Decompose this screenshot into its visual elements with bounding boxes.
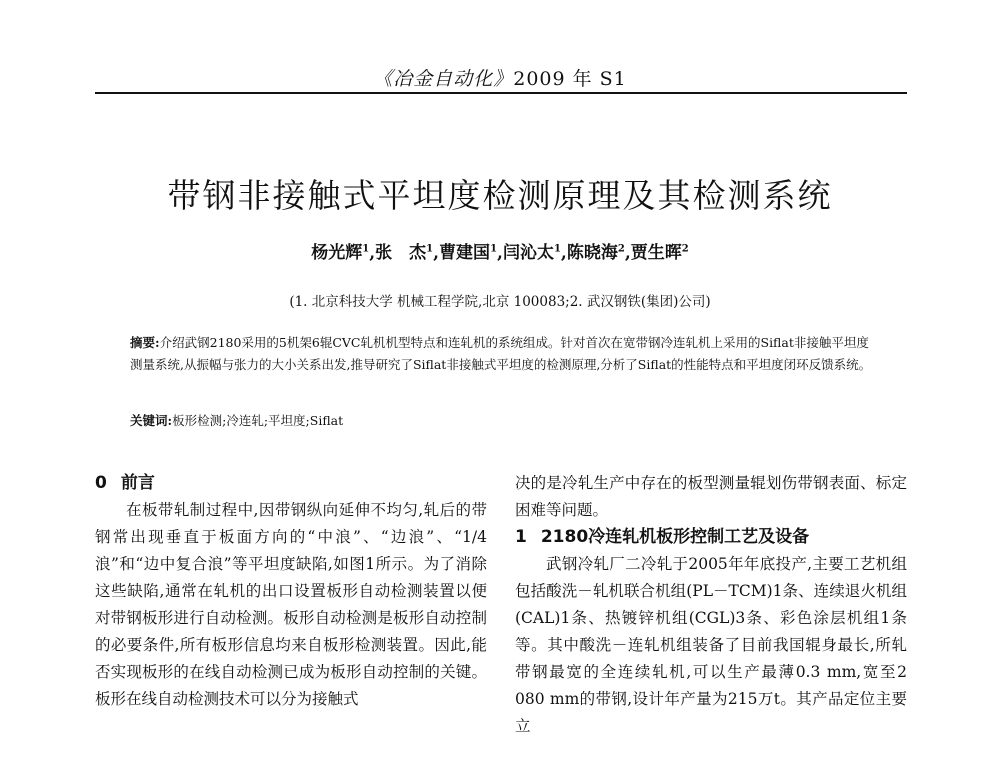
continued-paragraph: 决的是冷轧生产中存在的板型测量辊划伤带钢表面、标定困难等问题。 [515,474,907,519]
abstract-label: 摘要: [130,335,160,350]
journal-name: 《冶金自动化》 [373,68,514,90]
section-0-paragraph: 在板带轧制过程中,因带钢纵向延伸不均匀,轧后的带钢常出现垂直于板面方向的“中浪”、“边浪”、“1/4浪”和“边中复合浪”等平坦度缺陷,如图1所示。为了消除这些缺陷,通常在轧机的出口设置板形自动检测装置以便对带钢板形进行自动检测。板形自动检测是板形自动控制的必要条件,所有板形信息均来自板形检测装置。因此,能否实现板形的在线自动检测已成为板形自动控制的关键。板形在线自动检测技术可以分为接触式 [95,501,487,708]
header-rule [95,92,907,94]
author-name: 闫沁太 [502,243,554,263]
section-heading-1 [515,524,907,551]
journal-header [0,64,1000,91]
section-number: 1 [515,527,527,547]
author-affiliation-mark: 1 [426,243,434,255]
affiliation: (1. 北京科技大学 机械工程学院,北京 100083;2. 武汉钢铁(集团)公司) [289,294,711,310]
journal-issue: 2009 年 S1 [513,68,627,90]
author-name: 陈晓海 [566,243,618,263]
author-affiliation-mark: 1 [553,243,561,255]
section-title: 前言 [120,473,155,493]
author-affiliation-mark: 1 [362,243,370,255]
author-name: 张 杰 [375,243,427,263]
left-column [95,470,487,713]
author-name: 贾生晖 [630,243,682,263]
author-affiliation-mark: 2 [617,243,625,255]
keywords-label: 关键词: [130,413,173,428]
right-column [515,470,907,740]
paper-title: 带钢非接触式平坦度检测原理及其检测系统 [167,176,833,215]
section-heading-0 [95,470,487,497]
author-name: 杨光辉 [311,243,363,263]
author-affiliation-mark: 2 [681,243,689,255]
author-name: 曹建国 [439,243,491,263]
keywords-text: 板形检测;冷连轧;平坦度;Siflat [172,413,344,428]
section-number: 0 [95,473,107,493]
author-list: 杨光辉$^1$,张 杰$^1$,曹建国$^1$,闫沁太$^1$,陈晓海$^2$,贾生晖$^2$ [311,243,689,263]
keywords [130,411,875,429]
author-affiliation-mark: 1 [490,243,498,255]
abstract-text: 介绍武钢2180采用的5机架6辊CVC轧机机型特点和连轧机的系统组成。针对首次在宽带钢冷连轧机上采用的Siflat非接触平坦度测量系统,从振幅与张力的大小关系出发,推导研究了Siflat非接触式平坦度的检测原理,分析了Siflat的性能特点和平坦度闭环反馈系统。 [130,335,872,372]
section-title: 2180冷连轧机板形控制工艺及设备 [540,527,810,547]
abstract [130,332,875,376]
section-1-paragraph: 武钢冷轧厂二冷轧于2005年年底投产,主要工艺机组包括酸洗－轧机联合机组(PL－TCM)1条、连续退火机组(CAL)1条、热镀锌机组(CGL)3条、彩色涂层机组1条等。其中酸洗－连轧机组装备了目前我国辊身最长,所轧带钢最宽的全连续轧机,可以生产最薄0.3 mm,宽至2 080 mm的带钢,设计年产量为215万t。其产品定位主要立 [515,555,907,735]
